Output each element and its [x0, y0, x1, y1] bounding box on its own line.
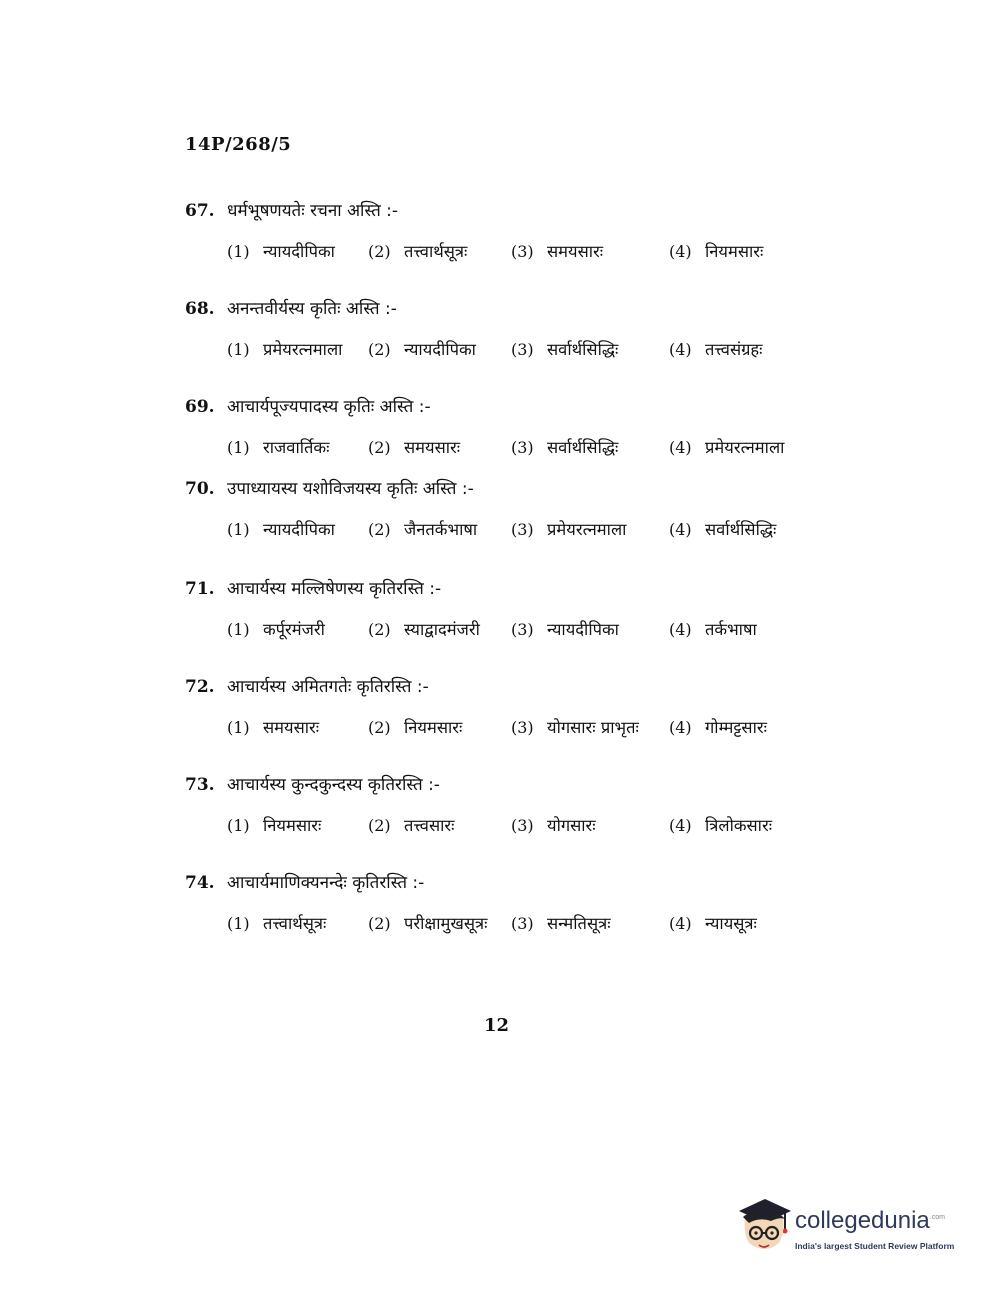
question-70: [185, 474, 825, 545]
page-number: 12: [483, 1015, 510, 1036]
option-4: (4) प्रमेयरत्नमाला: [669, 438, 785, 457]
question-text: आचार्यस्य मल्लिषेणस्य कृतिरस्ति :-: [227, 579, 442, 599]
option-4: (4) नियमसारः: [669, 242, 764, 261]
option-4: (4) सर्वार्थसिद्धिः: [669, 520, 777, 539]
option-4: (4) न्यायसूत्रः: [669, 914, 757, 933]
question-text: आचार्यस्य कुन्दकुन्दस्य कृतिरस्ति :-: [227, 775, 440, 795]
options-row: [185, 335, 825, 365]
option-3: (3) सन्मतिसूत्रः: [511, 914, 611, 933]
option-3: (3) सर्वार्थसिद्धिः: [511, 340, 619, 359]
question-text: आचार्यमाणिक्यनन्देः कृतिरस्ति :-: [227, 873, 425, 893]
option-1: (1) नियमसारः: [227, 816, 322, 835]
option-2: (2) स्याद्वादमंजरी: [368, 620, 480, 639]
options-row: [185, 713, 825, 743]
option-2: (2) तत्त्वार्थसूत्रः: [368, 242, 468, 261]
question-text: धर्मभूषणयतेः रचना अस्ति :-: [227, 201, 399, 221]
option-4: (4) त्रिलोकसारः: [669, 816, 773, 835]
option-1: (1) कर्पूरमंजरी: [227, 620, 325, 639]
question-number: 67.: [185, 201, 215, 221]
question-number: 68.: [185, 299, 215, 319]
question-71: [185, 574, 825, 645]
option-1: (1) तत्त्वार्थसूत्रः: [227, 914, 327, 933]
option-2: (2) न्यायदीपिका: [368, 340, 476, 359]
option-3: (3) योगसारः: [511, 816, 596, 835]
paper-code: 14P/268/5: [185, 134, 292, 155]
option-2: (2) परीक्षामुखसूत्रः: [368, 914, 488, 933]
question-73: [185, 770, 825, 841]
question-67: [185, 196, 825, 267]
option-1: (1) राजवार्तिकः: [227, 438, 330, 457]
options-row: [185, 515, 825, 545]
question-stem: [185, 392, 825, 422]
logo-wordmark: collegedunia$^{.com}$: [795, 1207, 945, 1234]
question-number: 73.: [185, 775, 215, 795]
question-text: अनन्तवीर्यस्य कृतिः अस्ति :-: [227, 299, 397, 319]
option-3: (3) सर्वार्थसिद्धिः: [511, 438, 619, 457]
mascot-graduation-icon: [735, 1195, 793, 1265]
question-74: [185, 868, 825, 939]
question-stem: [185, 196, 825, 226]
option-2: (2) जैनतर्कभाषा: [368, 520, 478, 539]
options-row: [185, 615, 825, 645]
option-4: (4) तर्कभाषा: [669, 620, 757, 639]
question-72: [185, 672, 825, 743]
question-stem: [185, 770, 825, 800]
option-3: (3) समयसारः: [511, 242, 604, 261]
question-stem: [185, 574, 825, 604]
question-stem: [185, 672, 825, 702]
option-4: (4) तत्त्वसंग्रहः: [669, 340, 763, 359]
option-4: (4) गोम्मट्टसारः: [669, 718, 767, 737]
question-stem: [185, 474, 825, 504]
question-69: [185, 392, 825, 463]
question-number: 72.: [185, 677, 215, 697]
question-number: 69.: [185, 397, 215, 417]
option-3: (3) प्रमेयरत्नमाला: [511, 520, 627, 539]
question-68: [185, 294, 825, 365]
question-text: आचार्यस्य अमितगतेः कृतिरस्ति :-: [227, 677, 429, 697]
option-2: (2) समयसारः: [368, 438, 461, 457]
option-3: (3) योगसारः प्राभृतः: [511, 718, 639, 737]
question-stem: [185, 294, 825, 324]
question-stem: [185, 868, 825, 898]
options-row: [185, 237, 825, 267]
option-3: (3) न्यायदीपिका: [511, 620, 619, 639]
options-row: [185, 811, 825, 841]
question-number: 71.: [185, 579, 215, 599]
collegedunia-logo: [735, 1195, 965, 1265]
question-text: उपाध्यायस्य यशोविजयस्य कृतिः अस्ति :-: [227, 479, 474, 499]
options-row: [185, 433, 825, 463]
option-1: (1) न्यायदीपिका: [227, 242, 335, 261]
question-number: 70.: [185, 479, 215, 499]
options-row: [185, 909, 825, 939]
option-1: (1) समयसारः: [227, 718, 320, 737]
option-2: (2) तत्त्वसारः: [368, 816, 455, 835]
option-2: (2) नियमसारः: [368, 718, 463, 737]
logo-tagline: India's largest Student Review Platform: [795, 1241, 955, 1251]
question-text: आचार्यपूज्यपादस्य कृतिः अस्ति :-: [227, 397, 431, 417]
option-1: (1) प्रमेयरत्नमाला: [227, 340, 343, 359]
question-number: 74.: [185, 873, 215, 893]
option-1: (1) न्यायदीपिका: [227, 520, 335, 539]
